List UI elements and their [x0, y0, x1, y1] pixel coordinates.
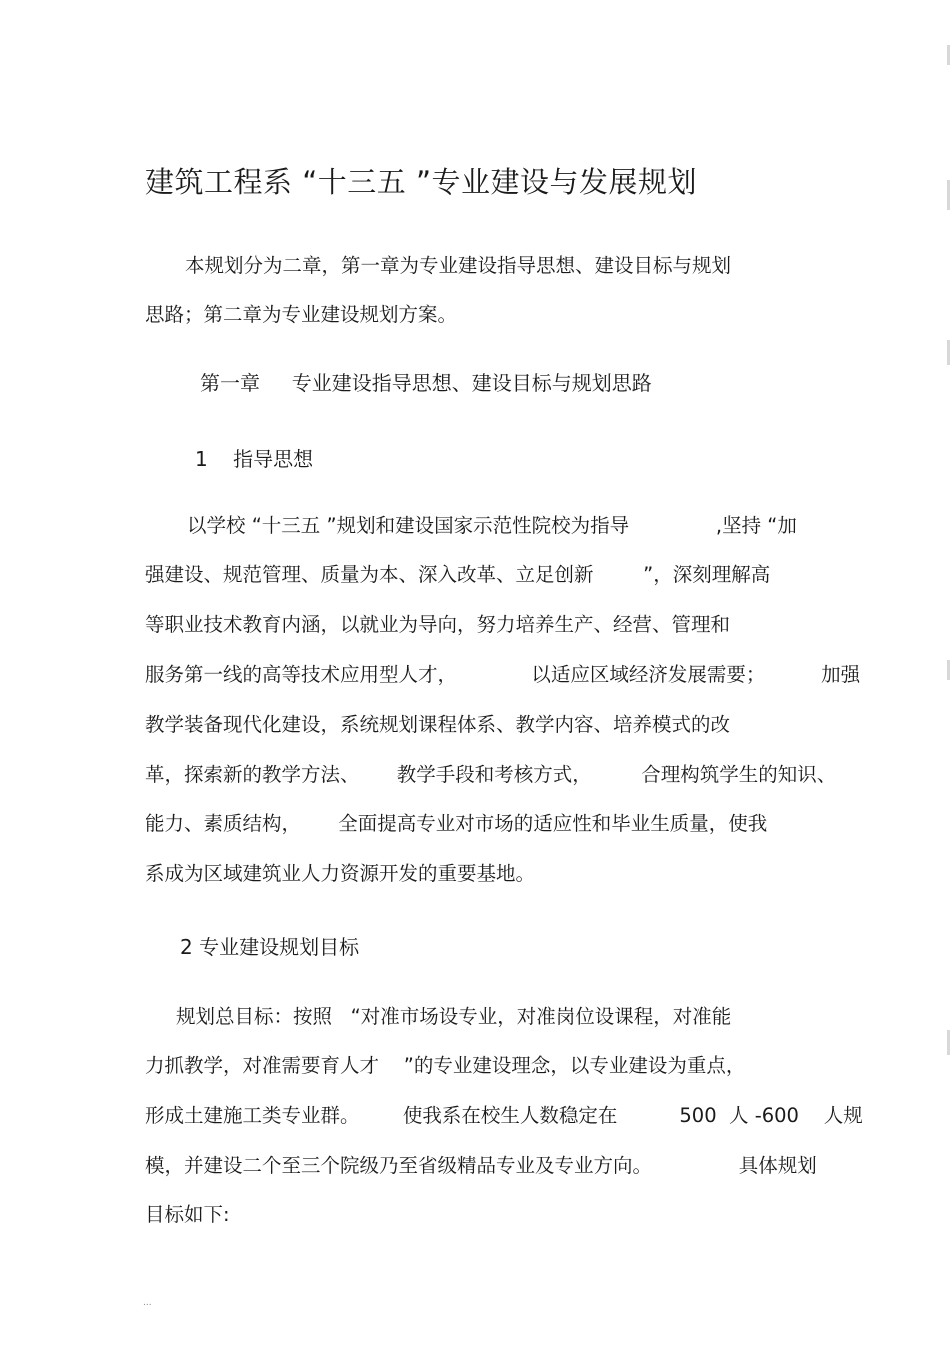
section-1-line-4: 服务第一线的高等技术应用型人才， 以适应区域经济发展需要； 加强 [145, 663, 861, 686]
document-title: 建筑工程系 “十三五 ”专业建设与发展规划 [145, 165, 697, 199]
section-2-heading: 2 专业建设规划目标 [180, 935, 360, 959]
chapter-1-heading: 第一章 专业建设指导思想、建设目标与规划思路 [200, 371, 652, 395]
section-1-line-1: 以学校 “十三五 ”规划和建设国家示范性院校为指导 ,坚持 “加 [187, 514, 797, 537]
section-2-line-4: 模，并建设二个至三个院级乃至省级精品专业及专业方向。 具体规划 [145, 1154, 817, 1177]
section-2-line-5: 目标如下: [145, 1203, 230, 1226]
section-2-line-2: 力抓教学，对准需要育人才 ”的专业建设理念，以专业建设为重点， [145, 1054, 746, 1077]
section-1-line-3: 等职业技术教育内涵，以就业为导向，努力培养生产、经营、管理和 [145, 613, 731, 636]
section-2-line-1: 规划总目标：按照 “对准市场设专业，对准岗位设课程，对准能 [176, 1005, 732, 1028]
intro-line-2: 思路；第二章为专业建设规划方案。 [145, 303, 458, 326]
intro-line-1: 本规划分为二章，第一章为专业建设指导思想、建设目标与规划 [185, 254, 732, 277]
section-2-line-3: 形成土建施工类专业群。 使我系在校生人数稳定在 500 人 -600 人规 [145, 1104, 863, 1127]
section-1-heading: 1 指导思想 [195, 447, 314, 471]
section-1-line-7: 能力、素质结构， 全面提高专业对市场的适应性和毕业生质量，使我 [145, 812, 768, 835]
section-1-line-6: 革，探索新的教学方法、 教学手段和考核方式， 合理构筑学生的知识、 [145, 763, 837, 786]
section-1-line-5: 教学装备现代化建设，系统规划课程体系、教学内容、培养模式的改 [145, 713, 731, 736]
section-1-line-2: 强建设、规范管理、质量为本、深入改革、立足创新 ”，深刻理解高 [145, 563, 771, 586]
footer-mark: ... [143, 1298, 152, 1308]
section-1-line-8: 系成为区域建筑业人力资源开发的重要基地。 [145, 862, 536, 885]
